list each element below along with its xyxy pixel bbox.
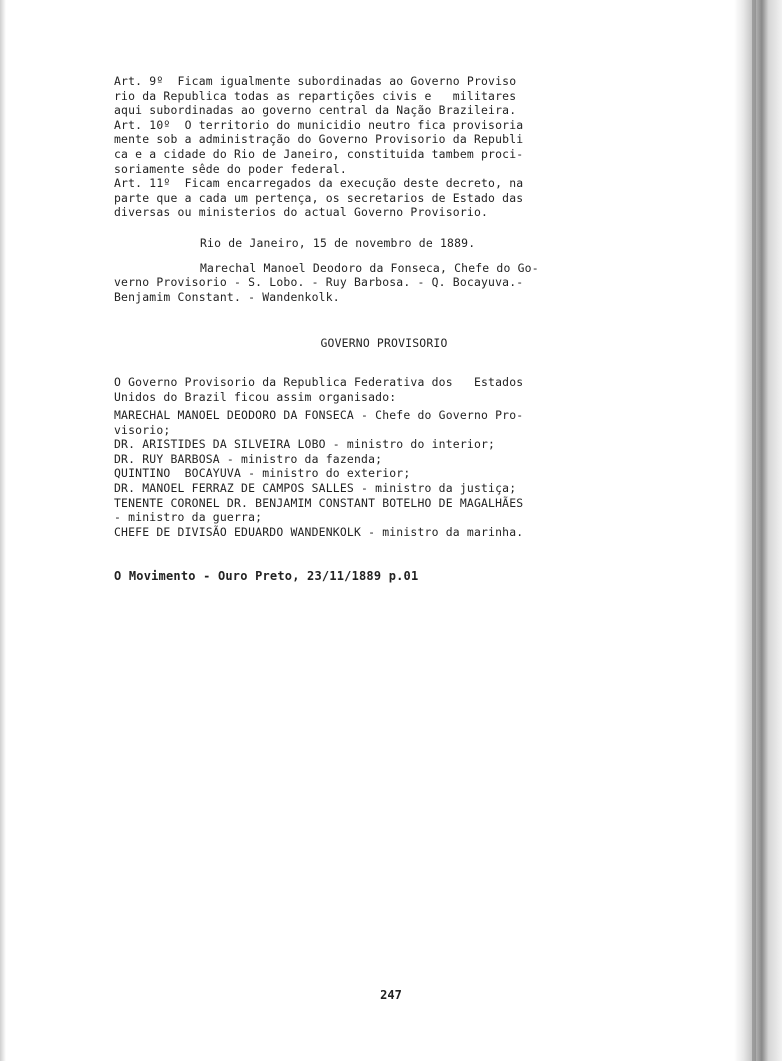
member-line: TENENTE CORONEL DR. BENJAMIM CONSTANT BOTELHO DE MAGALHÃES — [114, 495, 524, 510]
text-line: Art. 10º O territorio do municidio neutro fica provisoria — [114, 117, 524, 132]
signature-line: Benjamim Constant. - Wandenkolk. — [114, 289, 340, 304]
text-line: O Governo Provisorio da Republica Federativa dos Estados — [114, 374, 524, 389]
signatures — [114, 261, 624, 305]
signature-line: verno Provisorio - S. Lobo. - Ruy Barbosa. - Q. Bocayuva.- — [114, 275, 524, 290]
section-title: GOVERNO PROVISORIO — [320, 336, 448, 351]
scan-edge-right — [734, 0, 782, 1061]
member-line: DR. ARISTIDES DA SILVEIRA LOBO - ministro do interior; — [114, 437, 496, 452]
article-11 — [114, 176, 624, 220]
signature-line: Marechal Manoel Deodoro da Fonseca, Chefe do Go- — [200, 260, 539, 275]
text-line: Art. 9º Ficam igualmente subordinadas ao Governo Proviso — [114, 74, 517, 88]
document-body — [114, 74, 624, 584]
members-list — [114, 408, 624, 539]
text-line: soriamente sêde do poder federal. — [114, 161, 347, 176]
text-line: Unidos do Brazil ficou assim organisado: — [114, 389, 397, 404]
scan-edge-left — [0, 0, 6, 1061]
text-line: ca e a cidade do Rio de Janeiro, constituida tambem proci- — [114, 146, 524, 161]
member-line: CHEFE DE DIVISÃO EDUARDO WANDENKOLK - ministro da marinha. — [114, 524, 524, 539]
member-line: DR. MANOEL FERRAZ DE CAMPOS SALLES - ministro da justiça; — [114, 481, 517, 496]
source-citation: O Movimento - Ouro Preto, 23/11/1889 p.01 — [114, 569, 419, 584]
intro — [114, 375, 624, 404]
article-9 — [114, 74, 624, 118]
text-line: rio da Republica todas as repartições civis e militares — [114, 88, 517, 103]
text-line: aqui subordinadas ao governo central da Nação Brazileira. — [114, 103, 517, 118]
date-line: Rio de Janeiro, 15 de novembro de 1889. — [200, 235, 476, 250]
text-line: Art. 11º Ficam encarregados da execução deste decreto, na — [114, 176, 524, 191]
article-10 — [114, 118, 624, 176]
member-line: visorio; — [114, 422, 171, 437]
text-line: diversas ou ministerios do actual Governo Provisorio. — [114, 205, 489, 220]
member-line: DR. RUY BARBOSA - ministro da fazenda; — [114, 451, 383, 466]
text-line: mente sob a administração do Governo Provisorio da Republi — [114, 132, 524, 147]
member-line: MARECHAL MANOEL DEODORO DA FONSECA - Chefe do Governo Pro- — [114, 408, 524, 423]
member-line: QUINTINO BOCAYUVA - ministro do exterior; — [114, 466, 411, 481]
page-number: 247 — [380, 988, 402, 1002]
text-line: parte que a cada um pertença, os secretarios de Estado das — [114, 190, 524, 205]
member-line: - ministro da guerra; — [114, 510, 263, 525]
